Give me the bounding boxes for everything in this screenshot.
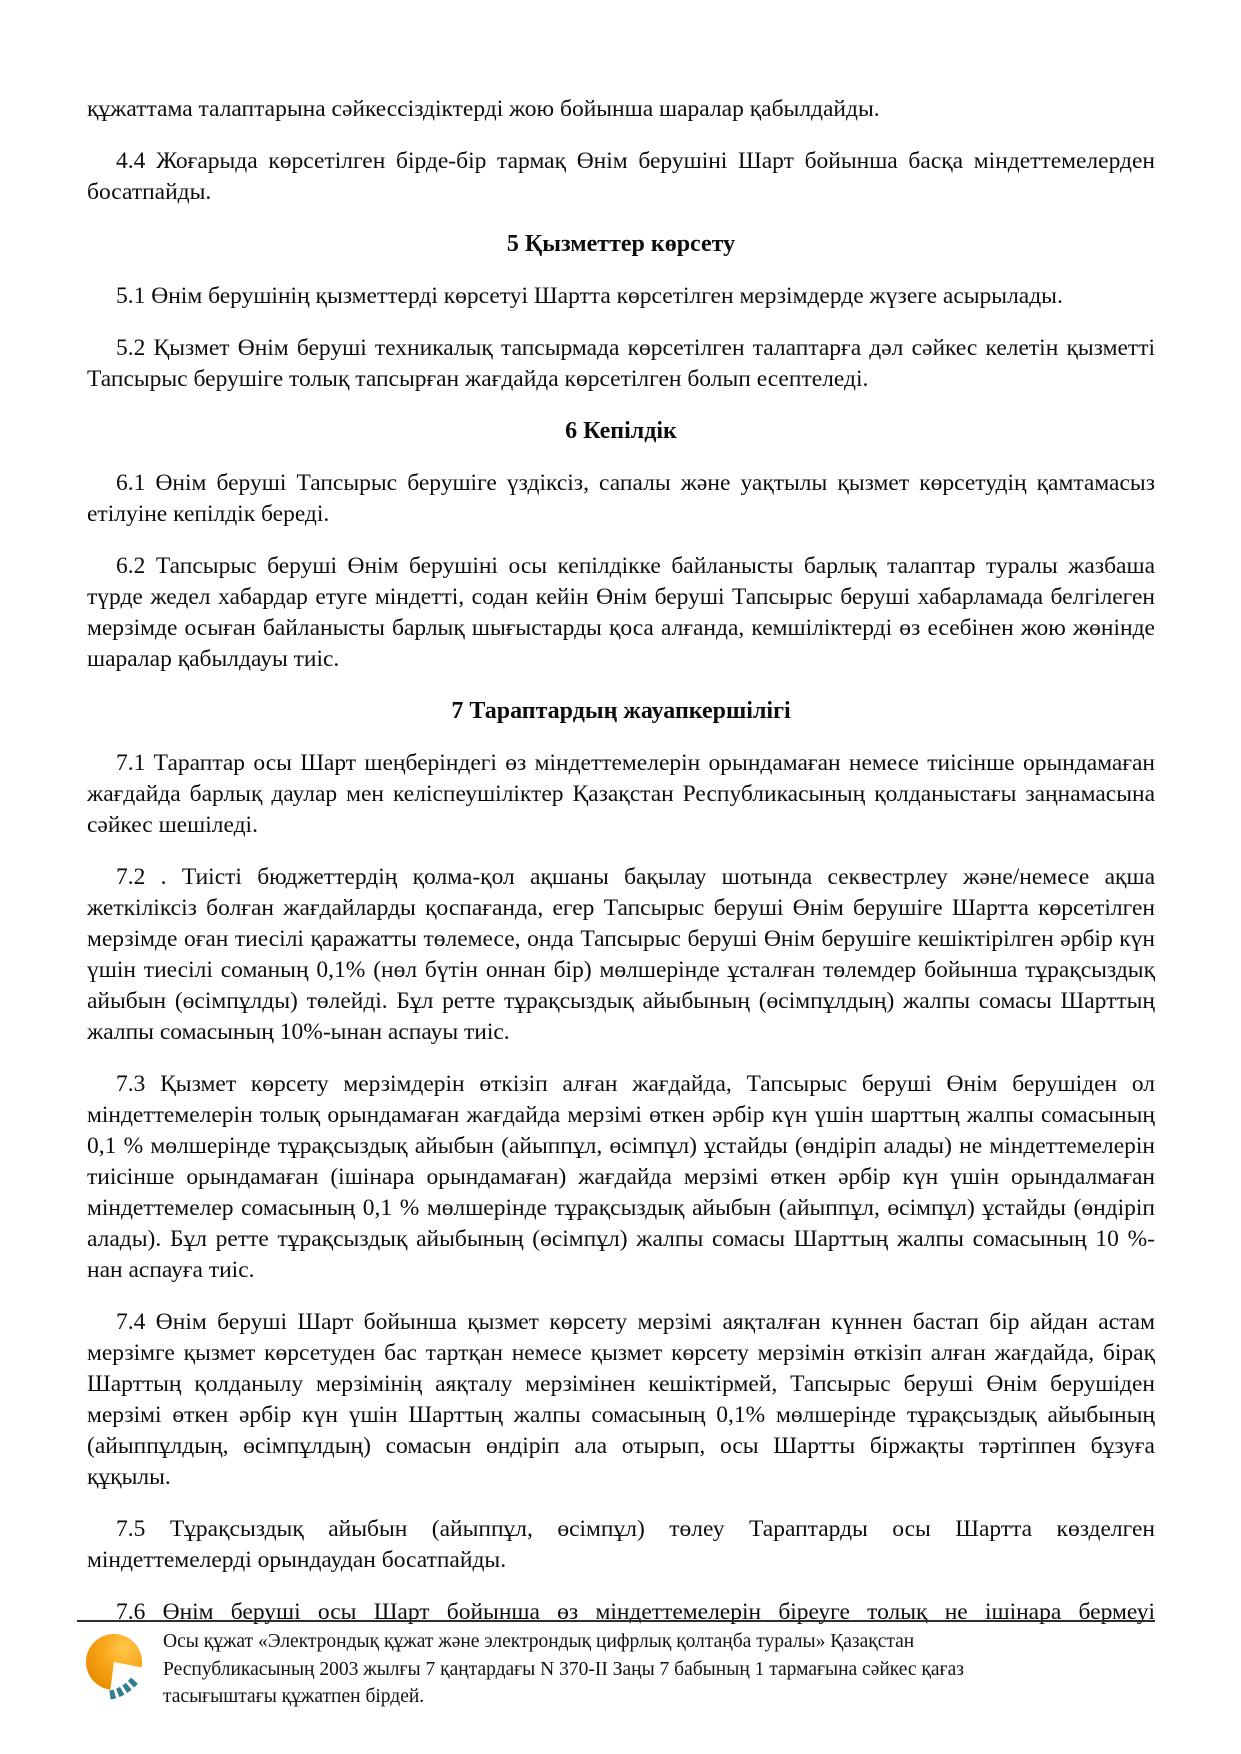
- paragraph-7-6-truncated: 7.6 Өнім беруші осы Шарт бойынша өз міндеттемелерін біреуге толық не ішінара бермеуі: [116, 1599, 1155, 1625]
- footer-divider: [77, 1620, 1155, 1622]
- paragraph-7-3: 7.3 Қызмет көрсету мерзімдерін өткізіп алған жағдайда, Тапсырыс беруші Өнім берушіден ол міндеттемелерін толық орындамаған жағдайда мерзімі өткен әрбір күн үшін шарттың жалпы сомасының 0,1 % мөлшерінде тұрақсыздық айыбын (айыппұл, өсімпұл) ұстайды (өндіріп алады) не міндеттемелерін тиісінше орындамаған (ішінара орындамаған) жағдайда мерзімі өткен әрбір күн үшін орындалмаған міндеттемелер сомасының 0,1 % мөлшерінде тұрақсыздық айыбын (айыппұл, өсімпұл) ұстайды (өндіріп алады). Бұл ретте тұрақсыздық айыбының (өсімпұл) жалпы сомасы Шарттың жалпы сомасының 10 %-нан аспауға тиіс.: [87, 1071, 1155, 1283]
- paragraph-7-5: 7.5 Тұрақсыздық айыбын (айыппұл, өсімпұл) төлеу Тараптарды осы Шартта көзделген міндеттемелерді орындаудан босатпайды.: [87, 1516, 1155, 1573]
- goszakup-logo-icon: [84, 1629, 150, 1707]
- paragraph-4-4: 4.4 Жоғарыда көрсетілген бірде-бір тармақ Өнім берушіні Шарт бойынша басқа міндеттемелерден босатпайды.: [87, 148, 1155, 205]
- section-heading-7: 7 Тараптардың жауапкершілігі: [451, 698, 791, 724]
- section-heading-6: 6 Кепілдік: [565, 418, 677, 444]
- paragraph-continuation: құжаттама талаптарына сәйкессіздіктерді жою бойынша шаралар қабылдайды.: [87, 96, 880, 122]
- document-body: [87, 94, 1155, 1628]
- electronic-document-legal-note: Осы құжат «Электрондық құжат және электрондық цифрлық қолтаңба туралы» Қазақстан Республикасының 2003 жылғы 7 қаңтардағы N 370-II Заңы 7 бабының 1 тармағына сәйкес қағаз тасығыштағы құжатпен бірдей.: [163, 1631, 964, 1707]
- paragraph-6-2: 6.2 Тапсырыс беруші Өнім берушіні осы кепілдікке байланысты барлық талаптар туралы жазбаша түрде жедел хабардар етуге міндетті, содан кейін Өнім беруші Тапсырыс беруші хабарламада белгілеген мерзімде осыған байланысты барлық шығыстарды қоса алғанда, кемшіліктерді өз есебінен жою жөнінде шаралар қабылдауы тиіс.: [87, 553, 1155, 672]
- paragraph-5-1: 5.1 Өнім берушінің қызметтерді көрсетуі Шартта көрсетілген мерзімдерде жүзеге асырылады.: [116, 283, 1063, 309]
- paragraph-7-4: 7.4 Өнім беруші Шарт бойынша қызмет көрсету мерзімі аяқталған күннен бастап бір айдан астам мерзімге қызмет көрсетуден бас тартқан немесе қызмет көрсету мерзімін өткізіп алған жағдайда, бірақ Шарттың қолданылу мерзімінің аяқталу мерзімінен кешіктірмей, Тапсырыс беруші Өнім берушіден мерзімі өткен әрбір күн үшін Шарттың жалпы сомасының 0,1% мөлшерінде тұрақсыздық айыбының (айыппұлдың, өсімпұлдың) сомасын өндіріп ала отырып, осы Шартты біржақты тәртіппен бұзуға құқылы.: [87, 1309, 1155, 1490]
- paragraph-7-2: 7.2 . Тиісті бюджеттердің қолма-қол ақшаны бақылау шотында секвестрлеу және/немесе ақша жеткіліксіз болған жағдайларды қоспағанда, егер Тапсырыс беруші Өнім берушіге Шартта көрсетілген мерзімде оған тиесілі қаражатты төлемесе, онда Тапсырыс беруші Өнім берушіге кешіктірілген әрбір күн үшін тиесілі соманың 0,1% (нөл бүтін оннан бір) мөлшерінде ұсталған төлемдер бойынша тұрақсыздық айыбын (өсімпұлды) төлейді. Бұл ретте тұрақсыздық айыбының (өсімпұлдың) жалпы сомасы Шарттың жалпы сомасының 10%-ынан аспауы тиіс.: [87, 864, 1155, 1045]
- paragraph-6-1: 6.1 Өнім беруші Тапсырыс берушіге үздіксіз, сапалы және уақтылы қызмет көрсетудің қамтамасыз етілуіне кепілдік береді.: [87, 470, 1155, 527]
- paragraph-7-1: 7.1 Тараптар осы Шарт шеңберіндегі өз міндеттемелерін орындамаған немесе тиісінше орындамаған жағдайда барлық даулар мен келіспеушіліктер Қазақстан Республикасының қолданыстағы заңнамасына сәйкес шешіледі.: [87, 750, 1155, 838]
- paragraph-5-2: 5.2 Қызмет Өнім беруші техникалық тапсырмада көрсетілген талаптарға дәл сәйкес келетін қызметті Тапсырыс берушіге толық тапсырған жағдайда көрсетілген болып есептеледі.: [87, 335, 1155, 392]
- section-heading-5: 5 Қызметтер көрсету: [506, 231, 736, 257]
